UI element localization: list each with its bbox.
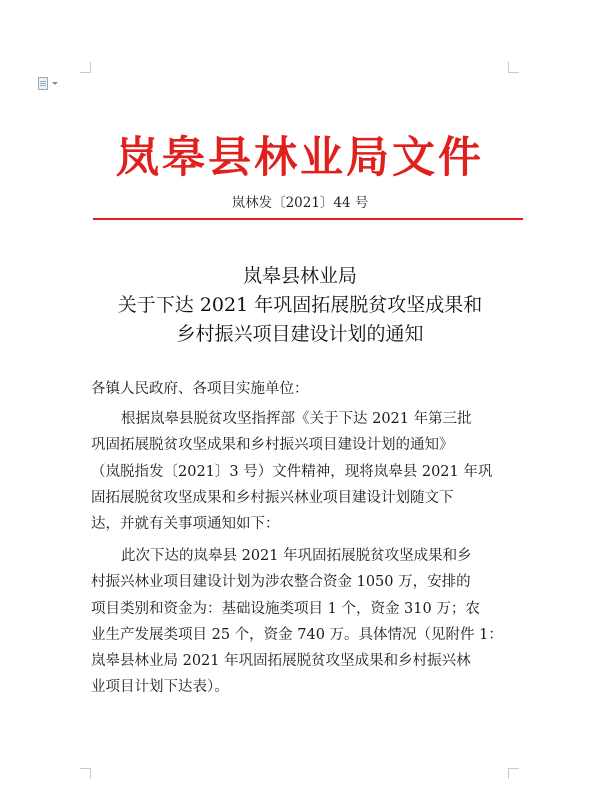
paragraph-line: 村振兴林业项目建设计划为涉农整合资金 1050 万，安排的	[91, 574, 471, 591]
document-header-title: 岚皋县林业局文件	[116, 133, 484, 183]
paragraph-line: 项目类别和资金为：基础设施类项目 1 个，资金 310 万；农	[91, 600, 480, 617]
paragraph-line: 根据岚皋县脱贫攻坚指挥部《关于下达 2021 年第三批	[121, 411, 472, 427]
paragraph-line: 固拓展脱贫攻坚成果和乡村振兴林业项目建设计划随文下	[91, 489, 454, 506]
paragraph-1	[91, 406, 523, 537]
notice-title-line-1: 岚皋县林业局	[242, 265, 357, 287]
chevron-down-icon	[52, 82, 58, 85]
paragraph-line: （岚脱指发〔2021〕3 号）文件精神，现将岚皋县 2021 年巩	[91, 463, 493, 480]
paragraph-line: 岚皋县林业局 2021 年巩固拓展脱贫攻坚成果和乡村振兴林	[91, 653, 471, 670]
paragraph-line: 此次下达的岚皋县 2021 年巩固拓展脱贫攻坚成果和乡	[121, 548, 472, 564]
notice-title-line-2: 关于下达 2021 年巩固拓展脱贫攻坚成果和	[117, 294, 483, 316]
addressee: 各镇人民政府、各项目实施单位：	[91, 381, 309, 397]
document-menu[interactable]	[38, 77, 58, 90]
page-corner-bottom-right	[508, 768, 519, 779]
paragraph-line: 达，并就有关事项通知如下：	[91, 516, 280, 533]
page-corner-bottom-left	[80, 768, 91, 779]
paragraph-line: 巩固拓展脱贫攻坚成果和乡村振兴项目建设计划的通知》	[91, 437, 454, 454]
paragraph-line: 业生产发展类项目 25 个，资金 740 万。具体情况（见附件 1：	[91, 626, 503, 643]
page-corner-top-right	[508, 62, 519, 73]
paragraph-line: 业项目计划下达表）。	[91, 679, 229, 696]
page-corner-top-left	[80, 62, 91, 73]
header-divider	[93, 218, 523, 220]
paragraph-2	[91, 543, 523, 701]
document-number: 岚林发〔2021〕44 号	[231, 195, 369, 211]
notice-title-line-3: 乡村振兴项目建设计划的通知	[176, 323, 424, 345]
document-icon	[38, 77, 48, 90]
